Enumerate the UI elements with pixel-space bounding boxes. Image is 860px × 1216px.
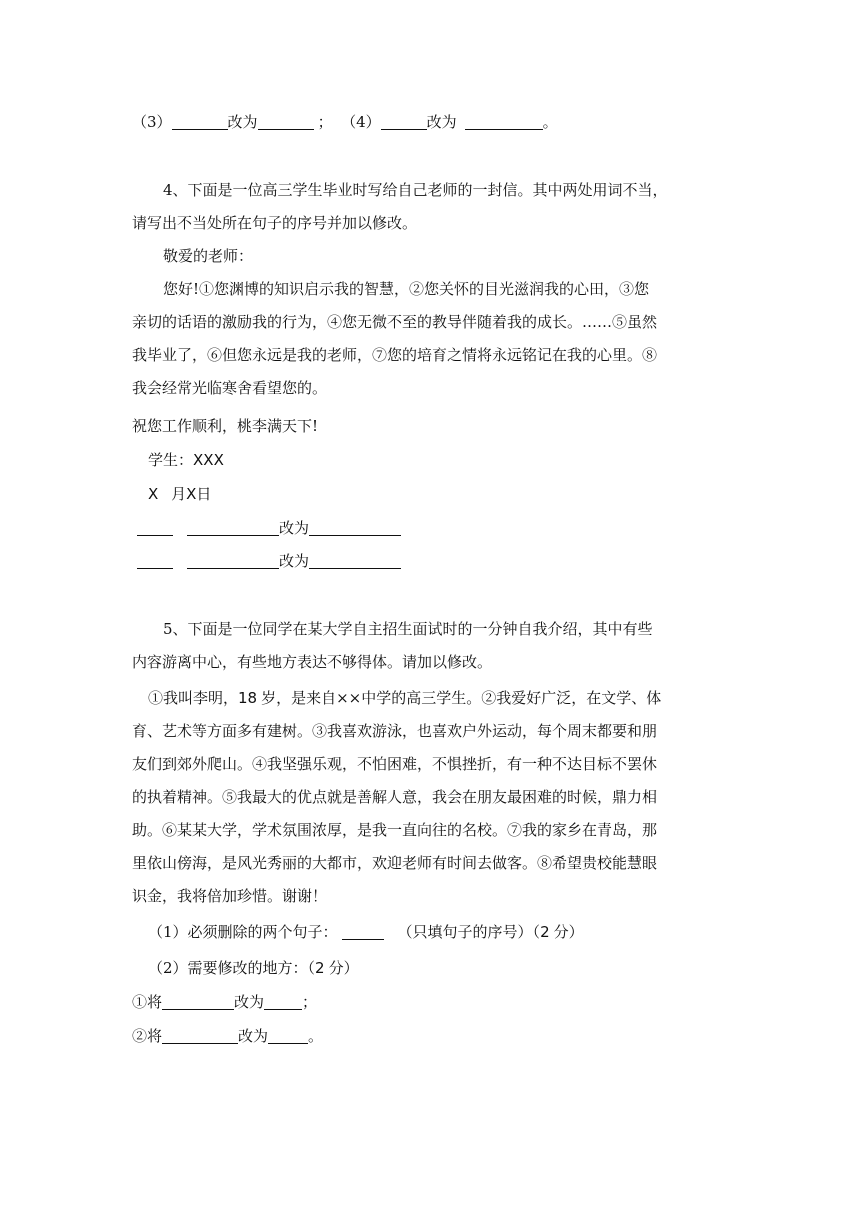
q4-closing: 祝您工作顺利，桃李满天下! bbox=[132, 417, 319, 435]
q5-body-line1-rest: 岁，是来自××中学的高三学生。②我爱好广泛，在文学、体 bbox=[261, 689, 662, 707]
q5-fix1-change-word: 改为 bbox=[234, 993, 265, 1011]
q4-row2-change-word: 改为 bbox=[279, 552, 310, 570]
q5-sub1-note: （只填句子的序号）（ bbox=[397, 923, 541, 941]
q4-letter-line2: 亲切的话语的激励我的行为，④您无微不至的教导伴随着我的成长。……⑤虽然 bbox=[132, 313, 658, 331]
q5-fix1-revised-blank[interactable] bbox=[264, 993, 302, 1010]
item4-change-word: 改为 bbox=[426, 113, 457, 131]
item3-label: （3） bbox=[132, 113, 172, 131]
q5-fix2-label: ②将 bbox=[132, 1027, 163, 1045]
q5-sub1-label: （1）必须删除的两个句子： bbox=[148, 923, 338, 941]
q5-body-line6: 里依山傍海，是风光秀丽的大都市，欢迎老师有时间去做客。⑧希望贵校能慧眼 bbox=[132, 854, 658, 872]
q5-fix2-original-blank[interactable] bbox=[162, 1027, 238, 1044]
q5-sub2-points: 2 bbox=[315, 959, 325, 977]
q5-age: 18 bbox=[238, 689, 258, 707]
q4-row2-sentence-number-blank[interactable] bbox=[137, 552, 173, 569]
q4-signer-label: 学生： bbox=[148, 451, 194, 469]
q4-row1-original-blank[interactable] bbox=[187, 519, 279, 536]
q4-signer-name: XXX bbox=[193, 451, 224, 469]
q5-body-line3: 友们到郊外爬山。④我坚强乐观，不怕困难，不惧挫折，有一种不达目标不罢休 bbox=[132, 755, 658, 773]
item4-blank-original[interactable] bbox=[381, 113, 427, 130]
q5-fix1-semicolon: ； bbox=[302, 993, 318, 1011]
q5-body-line2: 育、艺术等方面多有建树。③我喜欢游泳，也喜欢户外运动，每个周末都要和朋 bbox=[132, 722, 658, 740]
q5-fix2-revised-blank[interactable] bbox=[268, 1027, 308, 1044]
q5-body-line5: 助。⑥某某大学，学术氛围浓厚，是我一直向往的名校。⑦我的家乡在青岛，那 bbox=[132, 821, 658, 839]
q4-date-month: 月 bbox=[171, 485, 187, 503]
q4-row1-change-word: 改为 bbox=[279, 519, 310, 537]
answer-line-3-4 bbox=[132, 112, 558, 132]
q5-fix2-period: 。 bbox=[308, 1027, 324, 1045]
q4-row1-revised-blank[interactable] bbox=[309, 519, 401, 536]
q5-fix1 bbox=[132, 992, 317, 1012]
q5-fix2-change-word: 改为 bbox=[238, 1027, 269, 1045]
q4-prompt-line1: 4、下面是一位高三学生毕业时写给自己老师的一封信。其中两处用词不当， bbox=[163, 181, 668, 199]
q5-sub1-blank[interactable] bbox=[342, 923, 384, 940]
q5-body-line7: 识金，我将倍加珍惜。谢谢！ bbox=[132, 887, 328, 905]
q5-body-line1-start: ①我叫李明， bbox=[148, 689, 239, 707]
q4-answer-row-2 bbox=[137, 551, 401, 571]
q5-sub1-points-unit: 分） bbox=[553, 923, 584, 941]
q4-signer bbox=[148, 450, 224, 470]
q4-row2-original-blank[interactable] bbox=[187, 552, 279, 569]
item4-label: （4） bbox=[348, 113, 381, 131]
q4-answer-row-1 bbox=[137, 518, 401, 538]
q5-fix1-original-blank[interactable] bbox=[162, 993, 234, 1010]
item3-blank-original[interactable] bbox=[172, 113, 228, 130]
q5-sub2-points-unit: 分） bbox=[328, 959, 359, 977]
q4-letter-line4: 我会经常光临寒舍看望您的。 bbox=[132, 379, 328, 397]
q4-row2-revised-blank[interactable] bbox=[309, 552, 401, 569]
q4-date-x2: X bbox=[186, 485, 197, 503]
item3-semicolon: ； bbox=[317, 113, 333, 131]
q4-date-x1: X bbox=[148, 485, 159, 503]
q5-fix1-label: ①将 bbox=[132, 993, 163, 1011]
q4-letter-line1: 您好!①您渊博的知识启示我的智慧，②您关怀的目光滋润我的心田，③您 bbox=[163, 280, 650, 298]
item4-blank-revised[interactable] bbox=[465, 113, 543, 130]
q5-fix2 bbox=[132, 1026, 323, 1046]
q5-sub2-label: （2）需要修改的地方：（ bbox=[148, 959, 316, 977]
q4-date-day: 日 bbox=[196, 485, 212, 503]
q4-salutation: 敬爱的老师： bbox=[163, 247, 254, 265]
q5-sub1-points: 2 bbox=[540, 923, 550, 941]
q4-row1-sentence-number-blank[interactable] bbox=[137, 519, 173, 536]
q4-date bbox=[148, 484, 211, 504]
q5-prompt-line1: 5、下面是一位同学在某大学自主招生面试时的一分钟自我介绍，其中有些 bbox=[163, 620, 653, 638]
q5-body-line4: 的执着精神。⑤我最大的优点就是善解人意，我会在朋友最困难的时候，鼎力相 bbox=[132, 788, 658, 806]
q5-prompt-line2: 内容游离中心，有些地方表达不够得体。请加以修改。 bbox=[132, 653, 493, 671]
q4-prompt-line2: 请写出不当处所在句子的序号并加以修改。 bbox=[132, 214, 418, 232]
item3-blank-revised[interactable] bbox=[258, 113, 314, 130]
item4-period: 。 bbox=[542, 113, 558, 131]
q4-letter-line3: 我毕业了，⑥但您永远是我的老师，⑦您的培育之情将永远铭记在我的心里。⑧ bbox=[132, 346, 658, 364]
item3-change-word: 改为 bbox=[227, 113, 258, 131]
q5-sub2 bbox=[148, 958, 359, 978]
q5-sub1 bbox=[148, 922, 584, 942]
q5-body-line1 bbox=[148, 688, 661, 708]
